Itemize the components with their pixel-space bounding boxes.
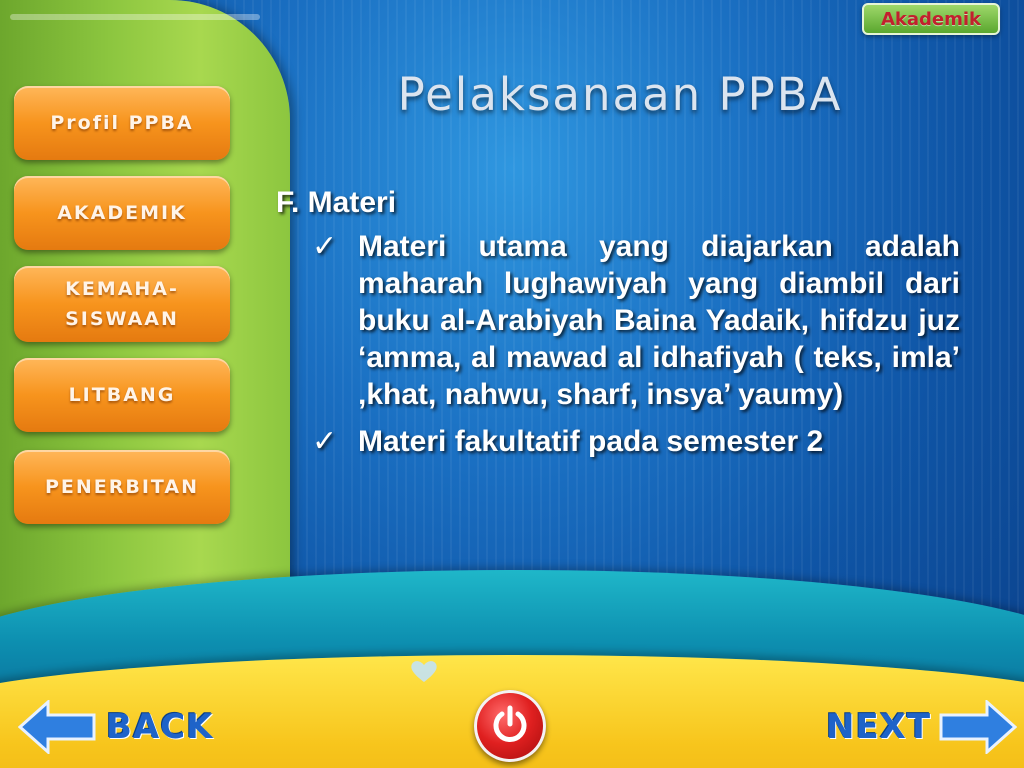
sidebar-item-kemahasiswaan[interactable]: [14, 266, 230, 342]
heart-icon: [408, 658, 440, 684]
sidebar-item-penerbitan[interactable]: [14, 450, 230, 524]
list-item-text: Materi fakultatif pada semester 2: [358, 425, 824, 458]
sidebar-item-label: Profil PPBA: [50, 112, 194, 134]
content-area: [272, 186, 972, 460]
arrow-left-icon: [18, 700, 96, 754]
section-heading: F. Materi: [276, 186, 397, 219]
sidebar-item-label: AKADEMIK: [57, 202, 187, 224]
back-label: BACK: [106, 707, 214, 747]
list-item-text: Materi utama yang diajarkan adalah maharah lughawiyah yang diambil dari buku al-Arabiyah Baina Yadaik, hifdzu juz ‘amma, al mawad al idhafiyah ( teks, imla’ ,khat, nahwu, sharf, insya’ yaumy): [358, 230, 960, 411]
list-item: [312, 228, 972, 413]
back-button[interactable]: [18, 700, 214, 754]
next-label: NEXT: [826, 707, 932, 747]
arrow-right-icon: [939, 700, 1017, 754]
section-tab-akademik[interactable]: Akademik: [862, 3, 1000, 35]
sidebar-item-label: LITBANG: [68, 384, 176, 406]
checkmark-icon: ✓: [312, 229, 338, 264]
sidebar-item-label: PENERBITAN: [44, 476, 200, 498]
sidebar-item-profil-ppba[interactable]: [14, 86, 230, 160]
power-icon: [488, 704, 532, 748]
sidebar-item-litbang[interactable]: [14, 358, 230, 432]
power-button[interactable]: [474, 690, 546, 762]
next-button[interactable]: [826, 700, 1017, 754]
checkmark-icon: ✓: [312, 424, 338, 459]
list-item: [312, 423, 972, 460]
sidebar-item-akademik[interactable]: [14, 176, 230, 250]
page-title: Pelaksanaan PPBA: [397, 68, 843, 121]
sidebar-item-label: KEMAHA- SISWAAN: [65, 278, 179, 330]
